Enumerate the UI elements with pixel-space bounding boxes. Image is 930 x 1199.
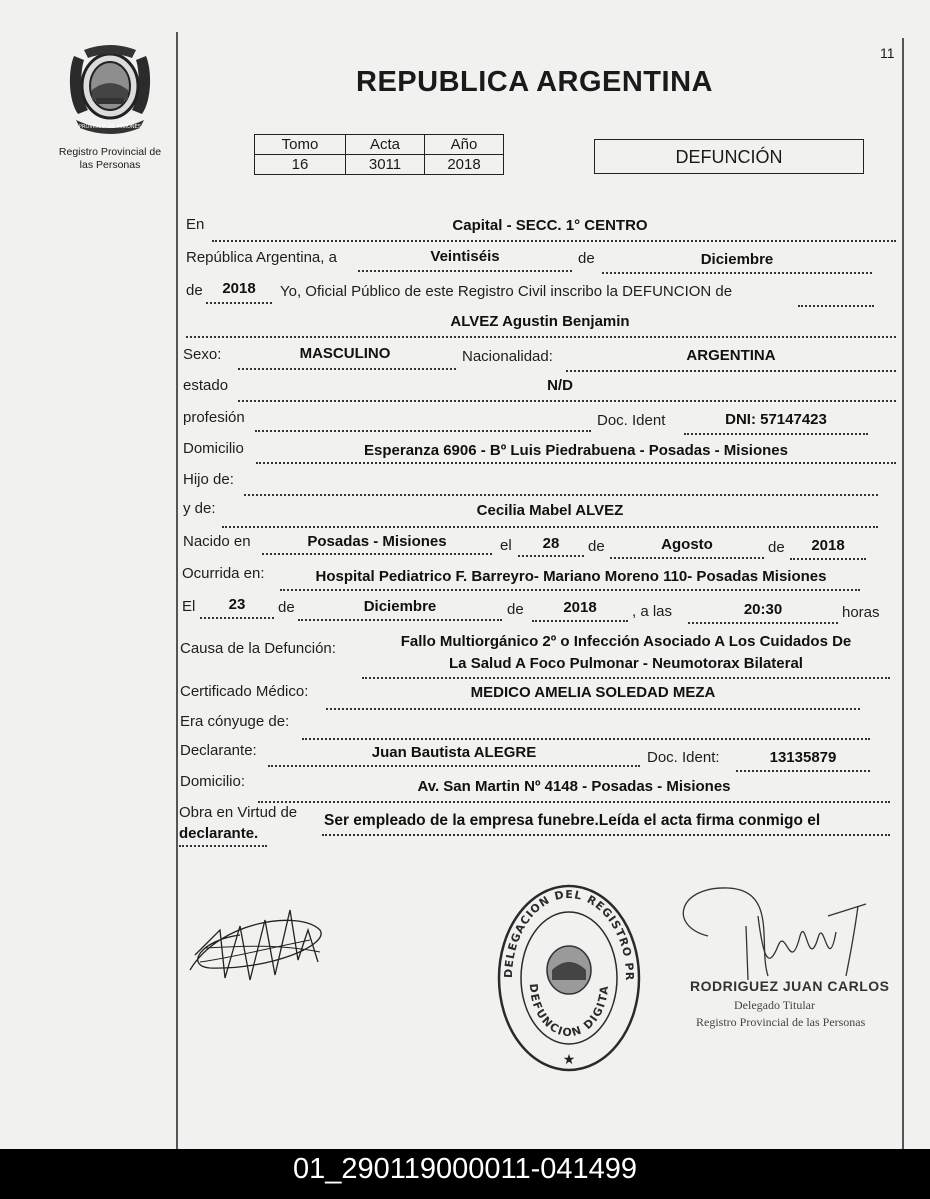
dotted-line (298, 619, 502, 621)
official-seal (496, 884, 642, 1072)
label-el: el (500, 537, 512, 554)
label-republica: República Argentina, a (186, 249, 337, 266)
label-declarante: Declarante: (180, 742, 257, 759)
value-doc: DNI: 57147423 (725, 411, 827, 428)
footer-code-bar (0, 1149, 930, 1199)
province-logo (66, 40, 154, 134)
value-declarante: Juan Bautista ALEGRE (371, 744, 537, 761)
label-de-def-anio: de (507, 601, 524, 618)
dotted-line (684, 433, 868, 435)
registry-name-line1: Registro Provincial de (58, 146, 162, 158)
seal-inner-text: DEFUNCION DIGITA (526, 983, 612, 1040)
label-horas: horas (842, 604, 880, 621)
value-declarante-doc: 13135879 (769, 749, 837, 766)
value-nacido-lugar: Posadas - Misiones (307, 533, 447, 550)
page-number: 11 (880, 45, 895, 61)
dotted-line (610, 557, 764, 559)
dotted-line (326, 708, 860, 710)
dotted-line (268, 765, 640, 767)
value-nacido-anio: 2018 (811, 537, 845, 554)
dotted-line (798, 305, 874, 307)
value-anio: 2018 (222, 280, 256, 297)
value-def-mes: Diciembre (363, 598, 437, 615)
anio-value: 2018 (425, 155, 504, 175)
official-name: RODRIGUEZ JUAN CARLOS (690, 978, 890, 994)
label-de-def-mes: de (278, 599, 295, 616)
label-estado: estado (183, 377, 229, 394)
value-causa-2: La Salud A Foco Pulmonar - Neumotorax Bilateral (449, 655, 803, 672)
dotted-line (302, 738, 870, 740)
label-de-nac-mes: de (588, 538, 605, 555)
label-nacionalidad: Nacionalidad: (462, 348, 553, 365)
anio-header: Año (425, 135, 504, 155)
value-nacido-mes: Agosto (661, 536, 713, 553)
label-de-anio: de (186, 282, 203, 299)
label-causa: Causa de la Defunción: (180, 640, 336, 657)
label-hijo-de: Hijo de: (183, 471, 234, 488)
dotted-line (186, 336, 896, 338)
dotted-line (358, 270, 572, 272)
page-title: REPUBLICA ARGENTINA (356, 66, 713, 98)
value-declarante-domicilio: Av. San Martin Nº 4148 - Posadas - Misiones (417, 778, 731, 795)
dotted-line (256, 462, 896, 464)
dotted-line (212, 240, 896, 242)
dotted-line (238, 368, 456, 370)
value-dia-letras: Veintiséis (430, 248, 500, 265)
label-a-las: , a las (632, 603, 673, 620)
dotted-line (255, 430, 591, 432)
value-causa-1: Fallo Multiorgánico 2º o Infección Asociado A Los Cuidados De (400, 633, 852, 650)
value-def-anio: 2018 (563, 599, 597, 616)
label-obra: Obra en Virtud de (179, 804, 298, 821)
left-border-line (176, 32, 178, 1149)
value-mes: Diciembre (700, 251, 774, 268)
dotted-line (238, 400, 896, 402)
tomo-value: 16 (255, 155, 346, 175)
dotted-line (258, 801, 890, 803)
value-ocurrida: Hospital Pediatrico F. Barreyro- Mariano Moreno 110- Posadas Misiones (315, 568, 827, 585)
value-estado: N/D (547, 377, 573, 394)
label-doc-ident: Doc. Ident (597, 412, 666, 429)
label-el-cap: El (182, 598, 196, 615)
value-def-dia: 23 (228, 596, 246, 613)
dotted-line (262, 553, 492, 555)
dotted-line (790, 558, 866, 560)
logo-label: PROVINCIA DE MISIONES (79, 124, 141, 130)
label-ocurrida: Ocurrida en: (182, 565, 265, 582)
label-certificado: Certificado Médico: (180, 683, 309, 700)
dotted-line (200, 617, 274, 619)
seal-outer-text: DELEGACION DEL REGISTRO PR (501, 887, 637, 982)
registry-name-line2: las Personas (79, 159, 141, 171)
value-nacido-dia: 28 (542, 535, 560, 552)
value-obra-2: declarante. (179, 825, 259, 842)
declarant-signature (180, 900, 330, 1000)
label-y-de: y de: (183, 500, 216, 517)
footer-code: 01_290119000011-041499 (292, 1153, 638, 1185)
tomo-header: Tomo (255, 135, 346, 155)
dotted-line (206, 302, 272, 304)
dotted-line (532, 620, 628, 622)
value-lugar: Capital - SECC. 1° CENTRO (452, 217, 648, 234)
dotted-line (566, 370, 896, 372)
label-de-nac-anio: de (768, 539, 785, 556)
record-type-box: DEFUNCIÓN (594, 139, 864, 174)
dotted-line (362, 677, 890, 679)
official-role: Delegado Titular (734, 998, 815, 1012)
dotted-line (179, 845, 267, 847)
label-en: En (186, 216, 205, 233)
label-domicilio-declarante: Domicilio: (180, 773, 246, 790)
value-sexo: MASCULINO (299, 345, 391, 362)
acta-value: 3011 (346, 155, 425, 175)
label-sexo: Sexo: (183, 346, 222, 363)
dotted-line (688, 622, 838, 624)
label-doc-ident-declarante: Doc. Ident: (647, 749, 720, 766)
value-domicilio: Esperanza 6906 - Bº Luis Piedrabuena - Posadas - Misiones (364, 442, 788, 459)
dotted-line (518, 555, 584, 557)
value-obra-1: Ser empleado de la empresa funebre.Leída el acta firma conmigo el (324, 812, 821, 829)
dotted-line (736, 770, 870, 772)
dotted-line (322, 834, 890, 836)
dotted-line (280, 589, 860, 591)
label-profesion: profesión (183, 409, 245, 426)
label-de: de (578, 250, 595, 267)
label-domicilio: Domicilio (183, 440, 244, 457)
label-conyuge: Era cónyuge de: (180, 713, 290, 730)
value-nacionalidad: ARGENTINA (686, 347, 776, 364)
record-table (254, 134, 504, 175)
official-signature (668, 876, 878, 986)
dotted-line (222, 526, 878, 528)
value-nombre: ALVEZ Agustin Benjamin (450, 313, 630, 330)
value-def-hora: 20:30 (743, 601, 783, 618)
official-org: Registro Provincial de las Personas (696, 1015, 866, 1029)
label-nacido-en: Nacido en (183, 533, 251, 550)
value-certificado: MEDICO AMELIA SOLEDAD MEZA (470, 684, 716, 701)
dotted-line (602, 272, 872, 274)
svg-text:★: ★ (562, 1051, 576, 1067)
value-madre: Cecilia Mabel ALVEZ (476, 502, 624, 519)
label-yo-inscribo: Yo, Oficial Público de este Registro Civil inscribo la DEFUNCION de (280, 283, 733, 300)
acta-header: Acta (346, 135, 425, 155)
right-border-line (902, 38, 904, 1149)
dotted-line (244, 494, 878, 496)
